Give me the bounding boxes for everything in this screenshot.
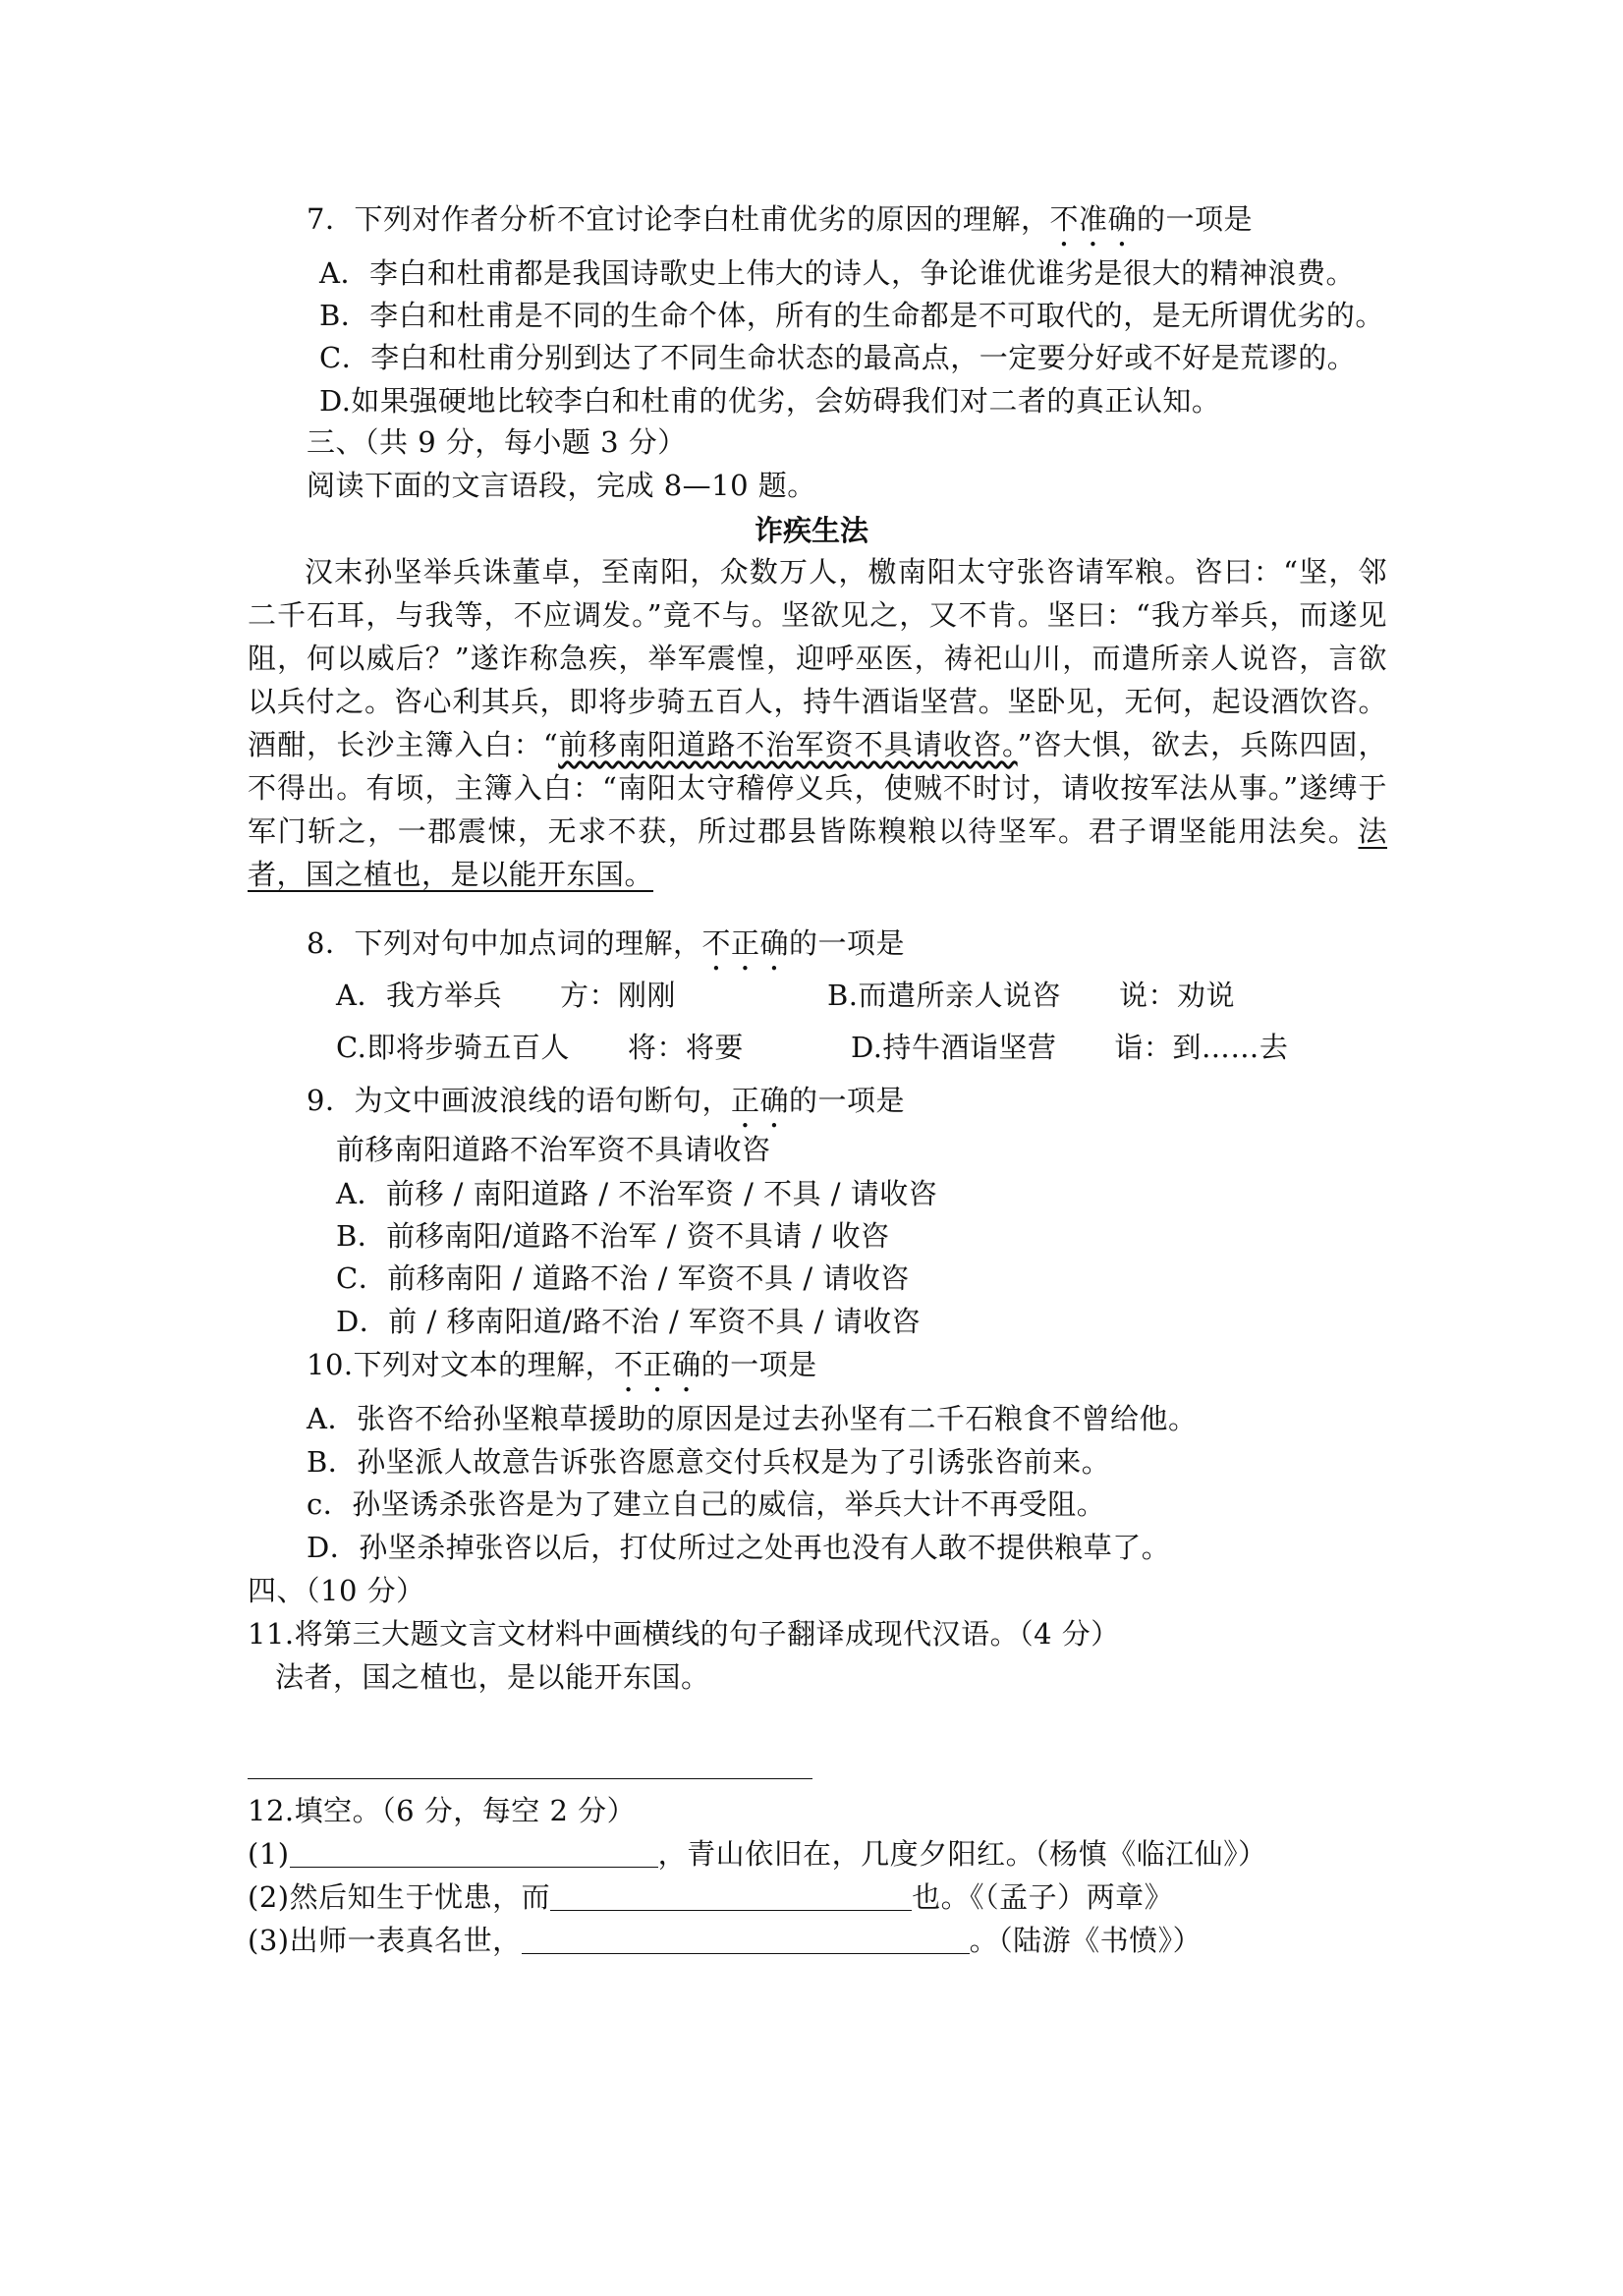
q12-item-1-text: ，青山依旧在，几度夕阳红。（杨慎《临江仙》） [657, 1837, 1267, 1871]
q12-blank-1[interactable] [290, 1837, 658, 1868]
q8-stem [307, 924, 905, 978]
q12-item-2 [248, 1877, 1173, 1917]
q12-item-3-end: 。（陆游《书愤》） [969, 1924, 1203, 1957]
section3-instruction: 阅读下面的文言语段，完成 8—10 题。 [307, 469, 816, 502]
q9-stem-end: 的一项是 [788, 1084, 905, 1117]
section4-heading: 四、（10 分） [248, 1574, 425, 1607]
q9-option-d: D．前 / 移南阳道/路不治 / 军资不具 / 请收咨 [336, 1305, 922, 1338]
q12-item-2-text: (2)然后知生于忧患，而 [248, 1880, 551, 1914]
q7-emphasis: 不准确 [1049, 202, 1137, 236]
classical-passage [248, 550, 1387, 896]
passage-part-1: 汉末孙坚举兵诛董卓，至南阳，众数万人，檄南阳太守张咨请军粮。咨曰：“坚，邻二千石耳，与我等，不应调发。”竟不与。坚欲见之，又不肯。坚曰：“我方举兵，而遂见阻，何以威后？”遂诈称急疾，举军震惶，迎呼巫医，祷祀山川，而遣所亲人说咨，言欲以兵付之。咨心利其兵，即将步骑五百人，持牛酒诣坚营。坚卧见，无何，起设酒饮咨。酒酣，长沙主簿入白：“ [248, 555, 1387, 761]
q7-option-a: A．李白和杜甫都是我国诗歌史上伟大的诗人，争论谁优谁劣是很大的精神浪费。 [319, 256, 1355, 290]
q9-option-c: C．前移南阳 / 道路不治 / 军资不具 / 请收咨 [336, 1261, 910, 1295]
q8-stem-text: 8．下列对句中加点词的理解， [307, 926, 702, 960]
q10-option-d: D．孙坚杀掉张咨以后，打仗所过之处再也没有人敢不提供粮草了。 [307, 1531, 1171, 1564]
q7-stem-end: 的一项是 [1136, 202, 1253, 236]
q12-item-2-end: 也。《（孟子）两章》 [912, 1880, 1174, 1914]
q10-option-c: c．孙坚诱杀张咨是为了建立自己的威信，举兵大计不再受阻。 [307, 1487, 1106, 1521]
q8-stem-end: 的一项是 [788, 926, 905, 960]
q10-stem [307, 1345, 817, 1399]
q9-option-a: A．前移 / 南阳道路 / 不治军资 / 不具 / 请收咨 [336, 1177, 938, 1210]
q9-option-b: B．前移南阳/道路不治军 / 资不具请 / 收咨 [336, 1219, 890, 1253]
q8-option-c: C.即将步骑五百人 将：将要 [336, 1031, 744, 1064]
q12-item-3 [248, 1921, 1202, 1960]
q7-stem-text: 7．下列对作者分析不宜讨论李白杜甫优劣的原因的理解， [307, 202, 1050, 236]
q8-emphasis: 不正确 [701, 926, 789, 960]
q7-option-c: C．李白和杜甫分别到达了不同生命状态的最高点，一定要分好或不好是荒谬的。 [319, 341, 1357, 374]
q8-option-b: B.而遣所亲人说咨 说：劝说 [827, 979, 1236, 1012]
q7-option-d: D.如果强硬地比较李白和杜甫的优劣，会妨碍我们对二者的真正认知。 [319, 384, 1221, 418]
q10-stem-text: 10.下列对文本的理解， [307, 1348, 615, 1381]
q10-option-a: A．张咨不给孙坚粮草援助的原因是过去孙坚有二千石粮食不曾给他。 [307, 1402, 1198, 1435]
q8-option-d: D.持牛酒诣坚营 诣：到……去 [851, 1031, 1289, 1064]
q9-stem [307, 1081, 905, 1135]
q9-sentence: 前移南阳道路不治军资不具请收咨 [336, 1133, 771, 1166]
q10-option-b: B．孙坚派人故意告诉张咨愿意交付兵权是为了引诱张咨前来。 [307, 1445, 1111, 1479]
q11-stem: 11.将第三大题文言文材料中画横线的句子翻译成现代汉语。（4 分） [248, 1617, 1120, 1651]
passage-wavy-sentence: 前移南阳道路不治军资不具请收咨。 [558, 728, 1018, 761]
section3-heading: 三、（共 9 分，每小题 3 分） [307, 425, 687, 459]
q7-option-b: B．李白和杜甫是不同的生命个体，所有的生命都是不可取代的，是无所谓优劣的。 [319, 299, 1384, 332]
answer-line [248, 1778, 812, 1779]
passage-part-2: ”咨大惧，欲去，兵陈四固，不得出。有顷，主簿入白：“南阳太守稽停义兵，使贼不时讨，请收按军法从事。”遂缚于军门斩之，一郡震悚，无求不获，所过郡县皆陈糗粮以待坚军。君子谓坚能用法矣。 [248, 728, 1387, 848]
q12-blank-3[interactable] [522, 1924, 970, 1954]
q10-emphasis: 不正确 [614, 1348, 701, 1381]
q7-stem [307, 199, 1253, 253]
q9-emphasis: 正确 [730, 1084, 789, 1117]
q9-stem-text: 9．为文中画波浪线的语句断句， [307, 1084, 731, 1117]
q10-stem-end: 的一项是 [700, 1348, 817, 1381]
q8-option-a: A．我方举兵 方：刚刚 [336, 979, 676, 1012]
q12-stem: 12.填空。（6 分，每空 2 分） [248, 1794, 637, 1827]
q11-sentence: 法者，国之植也，是以能开东国。 [275, 1660, 710, 1694]
q12-blank-2[interactable] [550, 1880, 912, 1911]
passage-underlined-sentence: 法者，国之植也，是以能开东国。 [248, 814, 1387, 891]
q12-item-1-label: (1) [248, 1837, 290, 1871]
q12-item-1 [248, 1834, 1267, 1874]
passage-title: 诈疾生法 [754, 514, 868, 547]
q12-item-3-text: (3)出师一表真名世， [248, 1924, 522, 1957]
